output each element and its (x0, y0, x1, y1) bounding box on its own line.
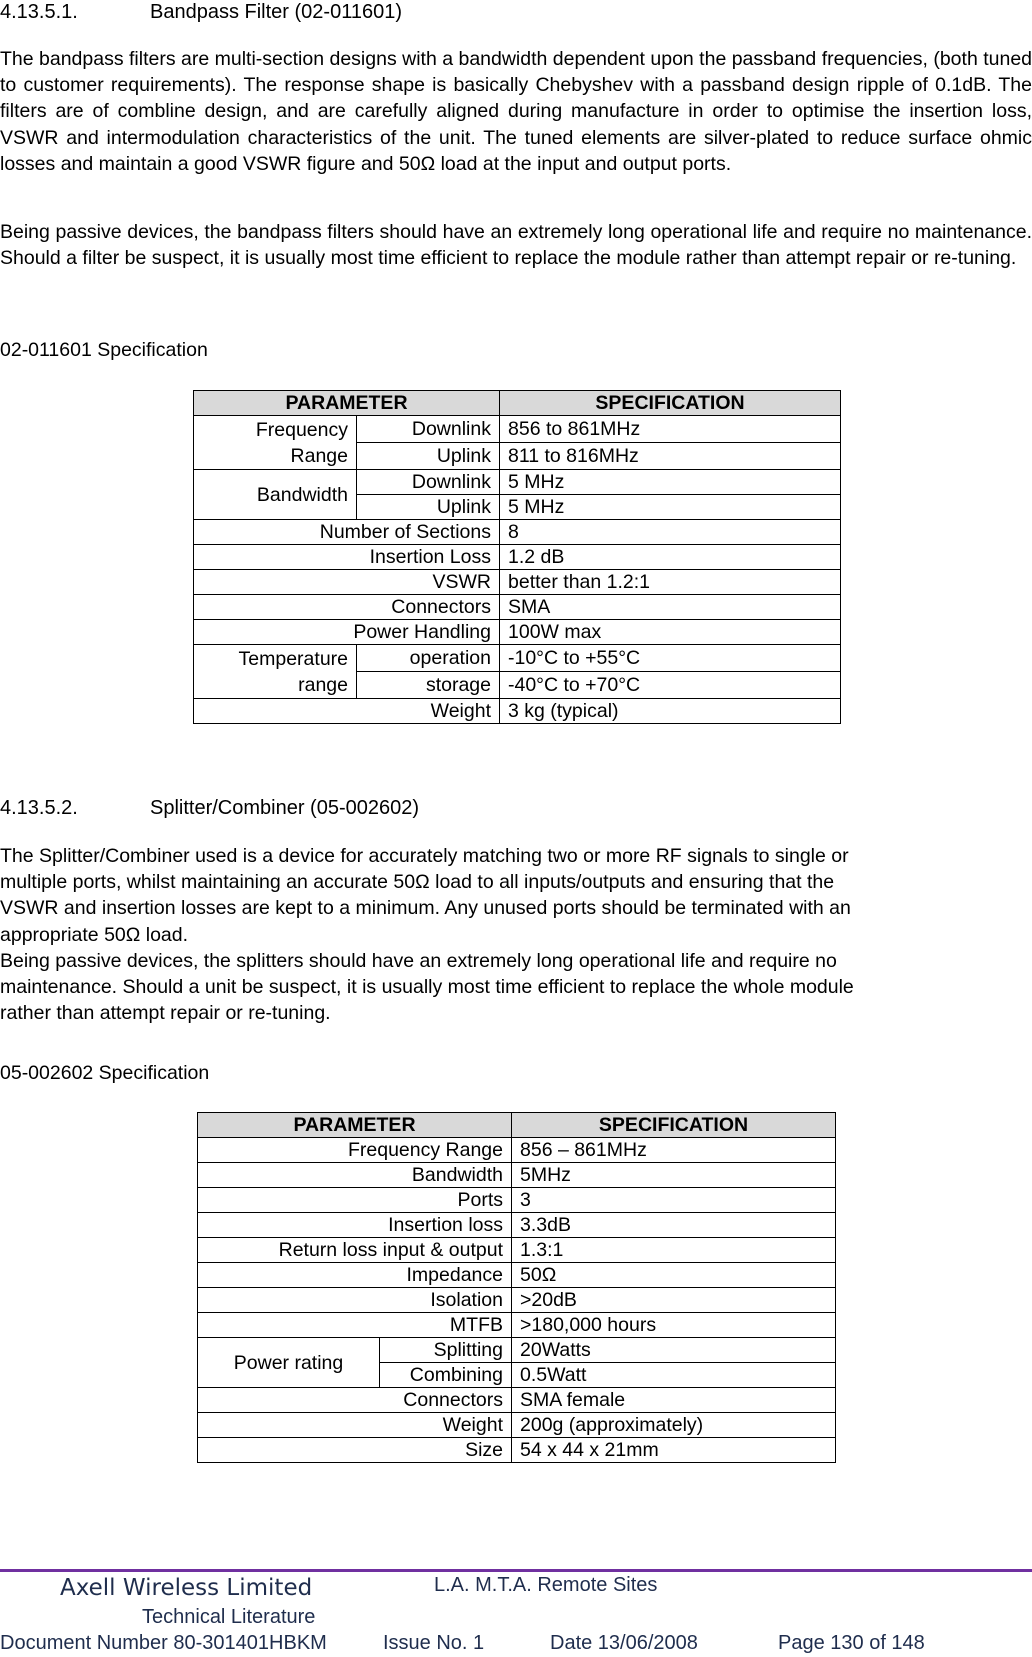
footer-date: Date 13/06/2008 (550, 1632, 698, 1654)
bandpass-paragraph-1: The bandpass filters are multi-section designs with a bandwidth dependent upon the passband frequencies, (both tuned to customer requirements). The response shape is basically Chebyshev with a passband design ripple of 0.1dB. The filters are of combline design, and are carefully aligned during manufacture in order to optimise the insertion loss, VSWR and intermodulation characteristics of the unit. The tuned elements are silver-plated to reduce surface ohmic losses and maintain a good VSWR figure and 50Ω load at the input and output ports. (0, 48, 1032, 175)
row-label: Weight (198, 1413, 512, 1438)
table-row (198, 1288, 836, 1313)
row-label: Isolation (198, 1288, 512, 1313)
footer-page: Page 130 of 148 (778, 1632, 925, 1654)
bandpass-paragraph-2: Being passive devices, the bandpass filters should have an extremely long operational life and require no maintenance. Should a filter be suspect, it is usually most time efficient to replace the module rather than attempt repair or re-tuning. (0, 221, 1032, 270)
sections-label: Number of Sections (194, 520, 500, 545)
weight-label: Weight (194, 699, 500, 724)
sections-value: 8 (500, 520, 841, 545)
section-number: 4.13.5.2. (0, 797, 78, 819)
bandpass-spec-label: 02-011601 Specification (0, 339, 208, 361)
table-row (194, 416, 841, 443)
splitting-label: Splitting (380, 1338, 512, 1363)
row-value: 3.3dB (512, 1213, 836, 1238)
storage-label: storage (357, 672, 500, 699)
row-value: 50Ω (512, 1263, 836, 1288)
table-header-row (198, 1113, 836, 1138)
table-header-row (194, 391, 841, 416)
table-row (194, 595, 841, 620)
row-value: 3 (512, 1188, 836, 1213)
vswr-label: VSWR (194, 570, 500, 595)
row-value: 1.3:1 (512, 1238, 836, 1263)
row-label: MTFB (198, 1313, 512, 1338)
connectors-label: Connectors (194, 595, 500, 620)
splitter-spec-table (197, 1112, 836, 1463)
paragraph-line: rather than attempt repair or re-tuning. (0, 1002, 331, 1025)
temperature-label-line2: range (298, 673, 348, 696)
storage-value: -40°C to +70°C (500, 672, 841, 699)
table-row (194, 520, 841, 545)
vswr-value: better than 1.2:1 (500, 570, 841, 595)
footer-site-name: L.A. M.T.A. Remote Sites (434, 1574, 658, 1596)
insertion-loss-value: 1.2 dB (500, 545, 841, 570)
splitter-spec-label: 05-002602 Specification (0, 1062, 210, 1084)
footer-company-name: Axell Wireless Limited (60, 1575, 313, 1601)
table-row (194, 699, 841, 724)
row-label: Bandwidth (198, 1163, 512, 1188)
table-row (198, 1138, 836, 1163)
table-row (198, 1413, 836, 1438)
paragraph-line: maintenance. Should a unit be suspect, it is usually most time efficient to replace the whole module (0, 976, 854, 999)
table-row (198, 1263, 836, 1288)
row-label: Frequency Range (198, 1138, 512, 1163)
temperature-range-label (194, 645, 357, 699)
splitter-paragraph (0, 843, 1032, 1026)
section-title: Splitter/Combiner (05-002602) (150, 797, 420, 819)
row-value: 5MHz (512, 1163, 836, 1188)
combining-value: 0.5Watt (512, 1363, 836, 1388)
splitting-value: 20Watts (512, 1338, 836, 1363)
row-label: Insertion loss (198, 1213, 512, 1238)
footer-issue: Issue No. 1 (383, 1632, 485, 1654)
temperature-label-line1: Temperature (238, 647, 348, 670)
row-label: Return loss input & output (198, 1238, 512, 1263)
paragraph-line: The Splitter/Combiner used is a device for accurately matching two or more RF signals to single or (0, 845, 849, 867)
connectors-value: SMA (500, 595, 841, 620)
combining-label: Combining (380, 1363, 512, 1388)
paragraph-line: multiple ports, whilst maintaining an accurate 50Ω load to all inputs/outputs and ensuring that the (0, 871, 835, 894)
section-title: Bandpass Filter (02-011601) (150, 1, 402, 23)
table-row (198, 1338, 836, 1363)
insertion-loss-label: Insertion Loss (194, 545, 500, 570)
power-handling-value: 100W max (500, 620, 841, 645)
header-parameter: PARAMETER (198, 1113, 512, 1138)
table-row (194, 545, 841, 570)
uplink-label: Uplink (357, 443, 500, 470)
weight-value: 3 kg (typical) (500, 699, 841, 724)
operation-label: operation (357, 645, 500, 672)
section-heading-splitter (0, 796, 419, 820)
row-label: Size (198, 1438, 512, 1463)
row-label: Impedance (198, 1263, 512, 1288)
bandwidth-uplink-value: 5 MHz (500, 495, 841, 520)
frequency-label-line2: Range (290, 444, 348, 467)
table-row (198, 1238, 836, 1263)
uplink-label: Uplink (357, 495, 500, 520)
row-value: 856 – 861MHz (512, 1138, 836, 1163)
header-parameter: PARAMETER (194, 391, 500, 416)
table-row (198, 1313, 836, 1338)
table-row (194, 620, 841, 645)
power-rating-label: Power rating (198, 1338, 380, 1388)
table-row (198, 1438, 836, 1463)
table-row (198, 1213, 836, 1238)
row-value: SMA female (512, 1388, 836, 1413)
paragraph-line: Being passive devices, the splitters should have an extremely long operational life and require no (0, 949, 837, 972)
section-number: 4.13.5.1. (0, 1, 78, 23)
downlink-label: Downlink (357, 470, 500, 495)
bandwidth-label: Bandwidth (194, 470, 357, 520)
table-row (198, 1388, 836, 1413)
operation-value: -10°C to +55°C (500, 645, 841, 672)
row-value: 54 x 44 x 21mm (512, 1438, 836, 1463)
paragraph-line: VSWR and insertion losses are kept to a minimum. Any unused ports should be terminated with an (0, 897, 851, 920)
row-value: >20dB (512, 1288, 836, 1313)
row-label: Connectors (198, 1388, 512, 1413)
frequency-uplink-value: 811 to 816MHz (500, 443, 841, 470)
downlink-label: Downlink (357, 416, 500, 443)
footer-literature: Technical Literature (142, 1606, 316, 1628)
frequency-downlink-value: 856 to 861MHz (500, 416, 841, 443)
table-row (194, 645, 841, 672)
row-value: 200g (approximately) (512, 1413, 836, 1438)
footer-document-number: Document Number 80-301401HBKM (0, 1632, 327, 1654)
frequency-range-label (194, 416, 357, 470)
table-row (198, 1163, 836, 1188)
footer-divider (0, 1569, 1032, 1572)
table-row (194, 470, 841, 495)
bandpass-spec-table (193, 390, 841, 724)
section-heading-bandpass (0, 0, 402, 24)
header-specification: SPECIFICATION (512, 1113, 836, 1138)
paragraph-line: appropriate 50Ω load. (0, 923, 189, 946)
frequency-label-line1: Frequency (255, 418, 348, 441)
table-row (198, 1188, 836, 1213)
header-specification: SPECIFICATION (500, 391, 841, 416)
row-value: >180,000 hours (512, 1313, 836, 1338)
table-row (194, 570, 841, 595)
row-label: Ports (198, 1188, 512, 1213)
power-handling-label: Power Handling (194, 620, 500, 645)
bandwidth-downlink-value: 5 MHz (500, 470, 841, 495)
